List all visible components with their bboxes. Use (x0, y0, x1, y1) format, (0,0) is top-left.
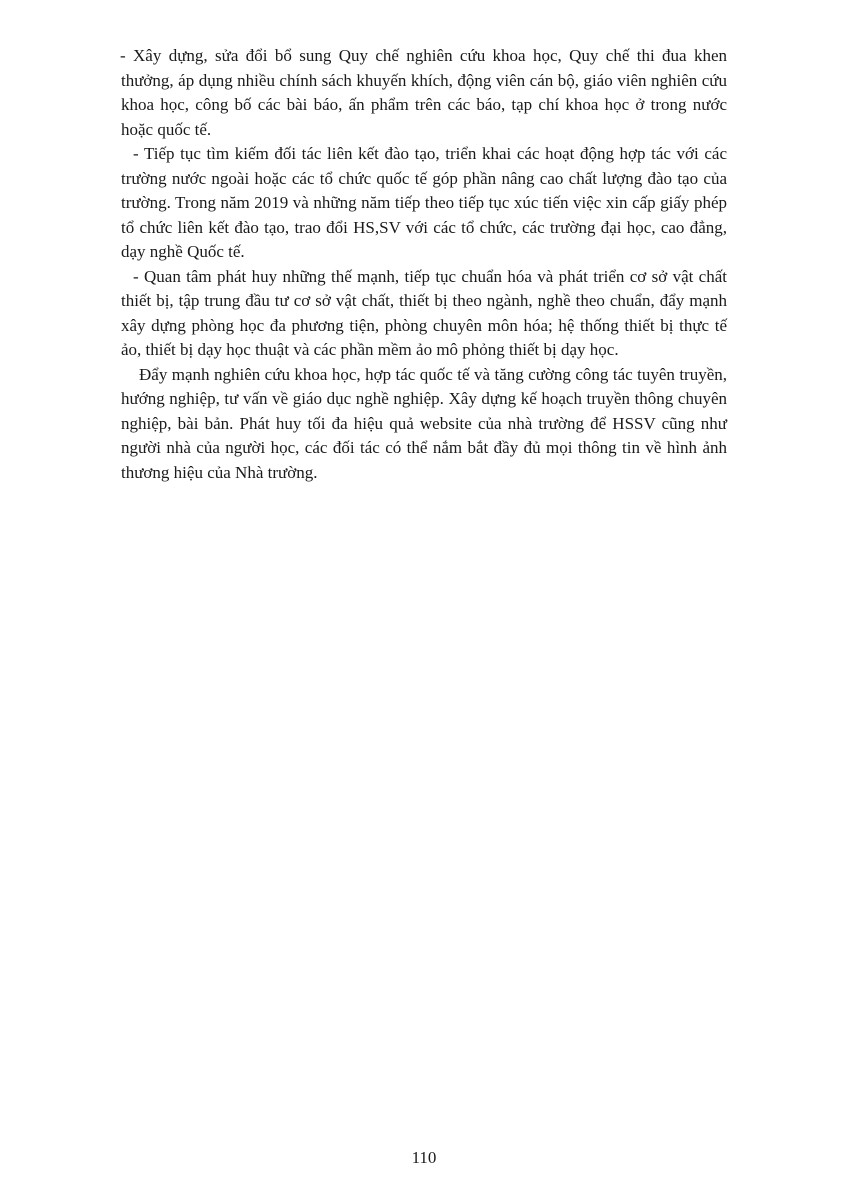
body-text (121, 44, 727, 485)
paragraph-training-partners: - Tiếp tục tìm kiếm đối tác liên kết đào tạo, triển khai các hoạt động hợp tác với các trường nước ngoài hoặc các tổ chức quốc tế góp phần nâng cao chất lượng đào tạo của trường. Trong năm 2019 và những năm tiếp theo tiếp tục xúc tiến việc xin cấp giấy phép tổ chức liên kết đào tạo, trao đổi HS,SV với các tổ chức, các trường đại học, cao đẳng, dạy nghề Quốc tế. (121, 144, 727, 261)
paragraph-research-regulations: - Xây dựng, sửa đổi bổ sung Quy chế nghiên cứu khoa học, Quy chế thi đua khen thưởng, áp dụng nhiều chính sách khuyến khích, động viên cán bộ, giáo viên nghiên cứu khoa học, công bố các bài báo, ấn phẩm trên các báo, tạp chí khoa học ở trong nước hoặc quốc tế. (120, 46, 727, 139)
page-number: 110 (411, 1148, 437, 1167)
paragraph-communication: Đẩy mạnh nghiên cứu khoa học, hợp tác quốc tế và tăng cường công tác tuyên truyền, hướng nghiệp, tư vấn về giáo dục nghề nghiệp. Xây dựng kế hoạch truyền thông chuyên nghiệp, bài bản. Phát huy tối đa hiệu quả website của nhà trường để HSSV cũng như người nhà của người học, các đối tác có thể nắm bắt đầy đủ mọi thông tin về hình ảnh thương hiệu của Nhà trường. (121, 364, 727, 482)
paragraph-facilities: - Quan tâm phát huy những thế mạnh, tiếp tục chuẩn hóa và phát triển cơ sở vật chất thiết bị, tập trung đầu tư cơ sở vật chất, thiết bị theo ngành, nghề theo chuẩn, đẩy mạnh xây dựng phòng học đa phương tiện, phòng chuyên môn hóa; hệ thống thiết bị thực tế ảo, thiết bị dạy học thuật và các phần mềm ảo mô phỏng thiết bị dạy học. (121, 266, 727, 359)
